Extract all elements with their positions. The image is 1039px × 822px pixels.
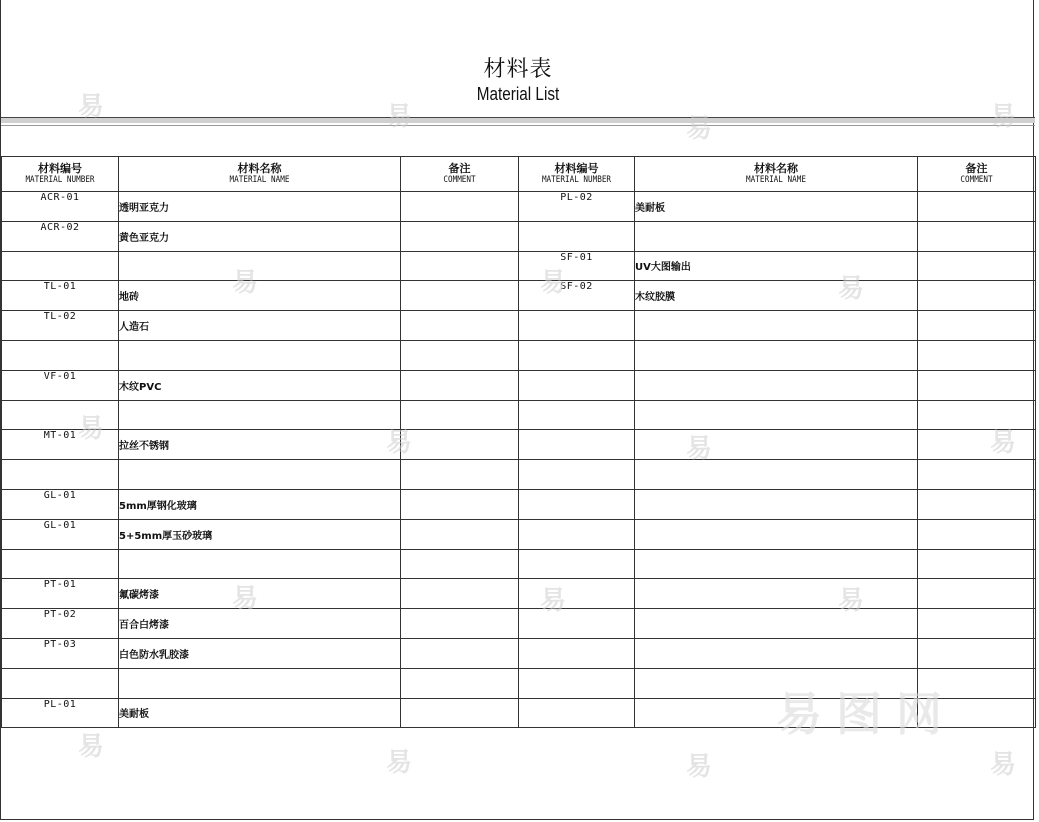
watermark-glyph: 易 xyxy=(386,748,413,778)
material-number-cell xyxy=(2,460,119,490)
material-name-cell: 人造石 xyxy=(119,311,401,341)
comment-cell xyxy=(918,609,1036,639)
material-number-cell: SF-02 xyxy=(519,281,635,311)
material-number-cell xyxy=(519,579,635,609)
material-name-cell: 透明亚克力 xyxy=(119,192,401,222)
comment-cell xyxy=(918,549,1036,579)
comment-cell xyxy=(918,489,1036,519)
material-table xyxy=(1,156,1036,728)
material-name-cell: 美耐板 xyxy=(119,698,401,728)
material-number-cell: TL-02 xyxy=(2,311,119,341)
material-number-cell xyxy=(519,400,635,430)
material-name-cell: 5+5mm厚玉砂玻璃 xyxy=(119,519,401,549)
header-material-name xyxy=(635,157,918,192)
watermark-glyph: 易 xyxy=(78,92,105,122)
table-row xyxy=(2,638,1036,668)
title-divider-band xyxy=(1,118,1035,123)
material-name-cell: 白色防水乳胶漆 xyxy=(119,638,401,668)
table-row xyxy=(2,519,1036,549)
material-name-cell: 5mm厚钢化玻璃 xyxy=(119,489,401,519)
table-row xyxy=(2,609,1036,639)
page-title-english: Material List xyxy=(476,84,560,104)
material-number-cell xyxy=(2,251,119,281)
comment-cell xyxy=(401,519,519,549)
header-material-number xyxy=(519,157,635,192)
comment-cell xyxy=(401,609,519,639)
material-number-cell xyxy=(519,549,635,579)
table-row xyxy=(2,370,1036,400)
page-title-chinese: 材料表 xyxy=(483,57,553,82)
material-number-cell xyxy=(2,549,119,579)
header-label-zh: 备注 xyxy=(448,162,471,175)
comment-cell xyxy=(401,668,519,698)
comment-cell xyxy=(918,370,1036,400)
material-name-cell xyxy=(635,638,918,668)
material-number-cell: SF-01 xyxy=(519,251,635,281)
watermark-glyph: 易 xyxy=(686,114,713,144)
material-number-cell xyxy=(2,400,119,430)
material-number-cell: GL-01 xyxy=(2,489,119,519)
table-row xyxy=(2,281,1036,311)
header-label-en: MATERIAL NAME xyxy=(229,175,290,185)
comment-cell xyxy=(918,281,1036,311)
comment-cell xyxy=(401,340,519,370)
table-row xyxy=(2,430,1036,460)
material-name-cell xyxy=(119,400,401,430)
comment-cell xyxy=(401,251,519,281)
header-material-name xyxy=(119,157,401,192)
material-number-cell: PL-02 xyxy=(519,192,635,222)
comment-cell xyxy=(918,311,1036,341)
comment-cell xyxy=(401,698,519,728)
comment-cell xyxy=(401,221,519,251)
comment-cell xyxy=(401,579,519,609)
material-name-cell xyxy=(635,221,918,251)
header-comment xyxy=(401,157,519,192)
material-number-cell xyxy=(519,668,635,698)
comment-cell xyxy=(401,460,519,490)
material-name-cell xyxy=(635,340,918,370)
material-name-cell xyxy=(119,251,401,281)
table-row xyxy=(2,221,1036,251)
header-label-en: MATERIAL NAME xyxy=(746,175,806,185)
comment-cell xyxy=(918,400,1036,430)
material-table-body xyxy=(2,192,1036,728)
material-name-cell: 氟碳烤漆 xyxy=(119,579,401,609)
comment-cell xyxy=(918,192,1036,222)
comment-cell xyxy=(918,340,1036,370)
comment-cell xyxy=(401,370,519,400)
material-number-cell xyxy=(519,698,635,728)
material-number-cell: ACR-02 xyxy=(2,221,119,251)
table-row xyxy=(2,579,1036,609)
material-name-cell xyxy=(119,460,401,490)
material-name-cell: 美耐板 xyxy=(635,192,918,222)
material-number-cell xyxy=(519,638,635,668)
comment-cell xyxy=(918,519,1036,549)
comment-cell xyxy=(918,221,1036,251)
table-row xyxy=(2,400,1036,430)
watermark-glyph: 易 xyxy=(232,268,259,298)
material-name-cell xyxy=(635,460,918,490)
table-header-row xyxy=(2,157,1036,192)
table-row xyxy=(2,311,1036,341)
material-name-cell: 木纹PVC xyxy=(119,370,401,400)
header-label-zh: 材料名称 xyxy=(237,162,282,175)
material-name-cell xyxy=(635,370,918,400)
material-number-cell: PT-03 xyxy=(2,638,119,668)
table-row xyxy=(2,460,1036,490)
material-number-cell xyxy=(519,430,635,460)
material-name-cell: UV大图输出 xyxy=(635,251,918,281)
material-number-cell xyxy=(519,460,635,490)
title-divider-line xyxy=(1,125,1035,126)
material-number-cell: PT-02 xyxy=(2,609,119,639)
watermark-glyph: 易 xyxy=(990,102,1017,132)
material-number-cell: VF-01 xyxy=(2,370,119,400)
watermark-glyph: 易 xyxy=(686,752,713,782)
header-label-en: COMMENT xyxy=(443,175,476,185)
material-number-cell: ACR-01 xyxy=(2,192,119,222)
watermark-glyph: 易 xyxy=(990,750,1017,780)
material-name-cell xyxy=(635,549,918,579)
material-number-cell xyxy=(519,489,635,519)
comment-cell xyxy=(918,430,1036,460)
material-name-cell: 木纹胶膜 xyxy=(635,281,918,311)
watermark-glyph: 易 xyxy=(838,586,865,616)
watermark-glyph: 易 xyxy=(990,428,1017,458)
material-name-cell: 拉丝不锈钢 xyxy=(119,430,401,460)
material-name-cell xyxy=(635,400,918,430)
watermark-glyph: 易 xyxy=(386,102,413,132)
watermark-glyph: 易 xyxy=(838,274,865,304)
material-name-cell: 地砖 xyxy=(119,281,401,311)
title-block xyxy=(1,0,1035,118)
watermark-glyph: 易 xyxy=(540,586,567,616)
header-label-zh: 备注 xyxy=(965,162,988,175)
watermark-glyph: 易 xyxy=(386,428,413,458)
material-number-cell xyxy=(519,340,635,370)
table-row xyxy=(2,340,1036,370)
watermark-glyph: 易 xyxy=(78,732,105,762)
comment-cell xyxy=(401,638,519,668)
table-row xyxy=(2,549,1036,579)
material-name-cell xyxy=(635,609,918,639)
material-number-cell xyxy=(2,668,119,698)
comment-cell xyxy=(401,489,519,519)
material-number-cell xyxy=(519,519,635,549)
header-label-zh: 材料编号 xyxy=(554,162,599,175)
material-number-cell xyxy=(519,221,635,251)
comment-cell xyxy=(918,638,1036,668)
comment-cell xyxy=(918,460,1036,490)
material-name-cell xyxy=(119,549,401,579)
header-label-en: MATERIAL NUMBER xyxy=(25,175,95,185)
watermark-glyph: 易 xyxy=(232,584,259,614)
material-name-cell: 百合白烤漆 xyxy=(119,609,401,639)
material-number-cell xyxy=(519,609,635,639)
header-label-zh: 材料编号 xyxy=(38,162,82,175)
comment-cell xyxy=(401,192,519,222)
table-row xyxy=(2,489,1036,519)
material-name-cell xyxy=(119,340,401,370)
material-number-cell xyxy=(2,340,119,370)
comment-cell xyxy=(401,311,519,341)
comment-cell xyxy=(401,281,519,311)
comment-cell xyxy=(401,400,519,430)
material-name-cell xyxy=(635,579,918,609)
header-label-en: MATERIAL NUMBER xyxy=(541,175,612,185)
material-name-cell xyxy=(119,668,401,698)
material-name-cell xyxy=(635,430,918,460)
material-number-cell: PT-01 xyxy=(2,579,119,609)
material-number-cell xyxy=(519,370,635,400)
watermark-glyph: 易 xyxy=(540,268,567,298)
comment-cell xyxy=(401,430,519,460)
material-number-cell xyxy=(519,311,635,341)
material-number-cell: MT-01 xyxy=(2,430,119,460)
comment-cell xyxy=(918,579,1036,609)
material-name-cell: 黄色亚克力 xyxy=(119,221,401,251)
material-number-cell: GL-01 xyxy=(2,519,119,549)
comment-cell xyxy=(918,251,1036,281)
header-comment xyxy=(918,157,1036,192)
table-row xyxy=(2,251,1036,281)
watermark-glyph: 易 xyxy=(686,434,713,464)
material-number-cell: TL-01 xyxy=(2,281,119,311)
material-name-cell xyxy=(635,519,918,549)
material-name-cell xyxy=(635,311,918,341)
comment-cell xyxy=(401,549,519,579)
watermark-glyph: 易 xyxy=(78,414,105,444)
material-name-cell xyxy=(635,489,918,519)
watermark-logo: 易图网 xyxy=(776,687,956,741)
header-label-zh: 材料名称 xyxy=(754,162,798,175)
header-material-number xyxy=(2,157,119,192)
table-row xyxy=(2,192,1036,222)
header-label-en: COMMENT xyxy=(960,175,993,185)
material-number-cell: PL-01 xyxy=(2,698,119,728)
